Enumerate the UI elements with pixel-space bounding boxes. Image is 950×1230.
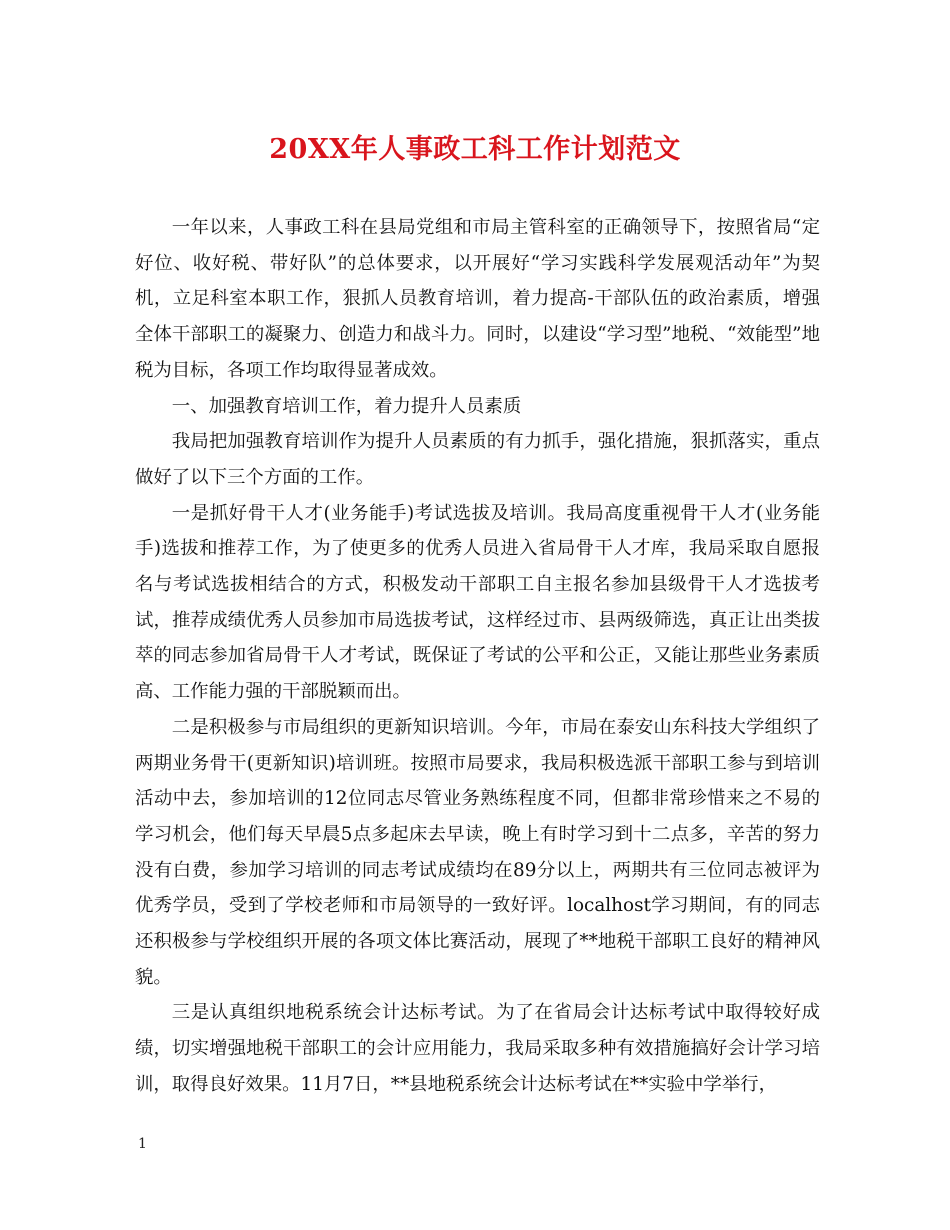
paragraph-intro: 一年以来，人事政工科在县局党组和市局主管科室的正确领导下，按照省局“定好位、收好税、带好队”的总体要求，以开展好“学习实践科学发展观活动年”为契机，立足科室本职工作，狠抓人员教育培训，着力提高-干部队伍的政治素质，增强全体干部职工的凝聚力、创造力和战斗力。同时，以建设“学习型”地税、“效能型”地税为目标，各项工作均取得显著成效。 (135, 217, 820, 381)
paragraph-item-1: 一是抓好骨干人才(业务能手)考试选拔及培训。我局高度重视骨干人才(业务能手)选拔和推荐工作，为了使更多的优秀人员进入省局骨干人才库，我局采取自愿报名与考试选拔相结合的方式，积极发动干部职工自主报名参加县级骨干人才选拔考试，推荐成绩优秀人员参加市局选拔考试，这样经过市、县两级筛选，真正让出类拔萃的同志参加省局骨干人才考试，既保证了考试的公平和公正，又能让那些业务素质高、工作能力强的干部脱颖而出。 (135, 502, 820, 703)
document-body (135, 210, 820, 1103)
paragraph-item-2: 二是积极参与市局组织的更新知识培训。今年，市局在泰安山东科技大学组织了两期业务骨干(更新知识)培训班。按照市局要求，我局积极选派干部职工参与到培训活动中去，参加培训的12位同志尽管业务熟练程度不同，但都非常珍惜来之不易的学习机会，他们每天早晨5点多起床去早读，晚上有时学习到十二点多，辛苦的努力没有白费，参加学习培训的同志考试成绩均在89分以上，两期共有三位同志被评为优秀学员，受到了学校老师和市局领导的一致好评。localhost学习期间，有的同志还积极参与学校组织开展的各项文体比赛活动，展现了**地税干部职工良好的精神风貌。 (135, 716, 820, 988)
section-heading-1: 一、加强教育培训工作，着力提升人员素质 (171, 395, 522, 417)
page-number: 1 (138, 1136, 147, 1152)
paragraph-item-3: 三是认真组织地税系统会计达标考试。为了在省局会计达标考试中取得较好成绩，切实增强地税干部职工的会计应用能力，我局采取多种有效措施搞好会计学习培训，取得良好效果。11月7日，**县地税系统会计达标考试在**实验中学举行， (135, 1002, 820, 1095)
paragraph-overview: 我局把加强教育培训作为提升人员素质的有力抓手，强化措施，狠抓落实，重点做好了以下三个方面的工作。 (135, 431, 820, 488)
document-title: 20XX年人事政工科工作计划范文 (269, 134, 681, 165)
